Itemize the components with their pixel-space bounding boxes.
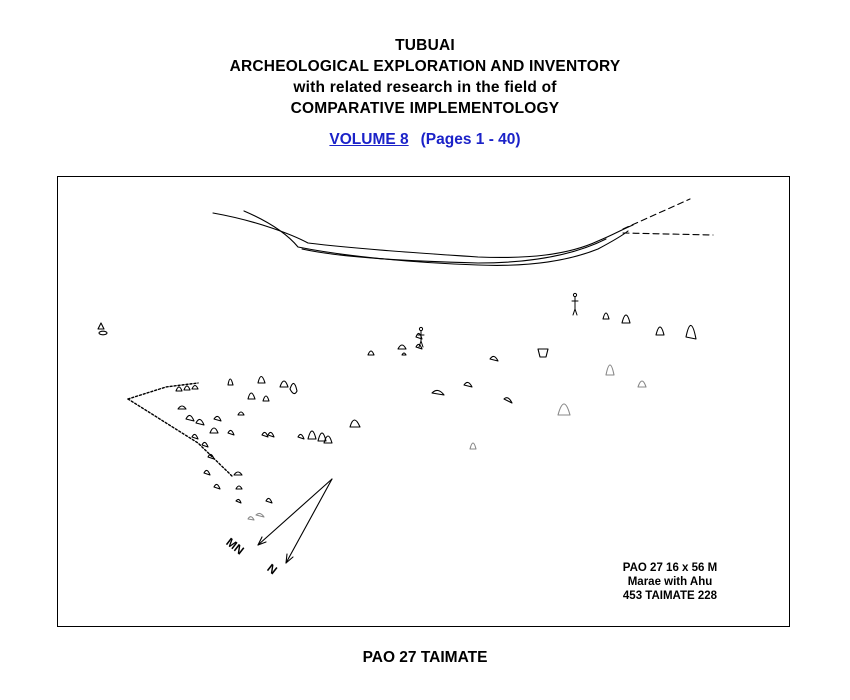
- ridge-line-lower: [244, 211, 628, 265]
- upright-stones-left: [176, 377, 304, 521]
- header-line-2: ARCHEOLOGICAL EXPLORATION AND INVENTORY: [229, 58, 621, 75]
- boundary-stones-north: [128, 383, 198, 399]
- site-caption-line-3: 453 TAIMATE 228: [622, 590, 718, 602]
- footer-title: PAO 27 TAIMATE: [362, 649, 488, 666]
- site-caption: [600, 561, 740, 603]
- site-caption-line-2: Marae with Ahu: [627, 576, 713, 588]
- human-figure-1: [572, 293, 578, 315]
- header-line-4: COMPARATIVE IMPLEMENTOLOGY: [290, 100, 560, 117]
- volume-line: [0, 131, 850, 149]
- upright-stones-right: [470, 313, 696, 449]
- site-drawing-frame: [57, 176, 790, 627]
- north-label: N: [264, 561, 280, 578]
- site-caption-line-1: PAO 27 16 x 56 M: [622, 562, 718, 574]
- magnetic-north-label: MN: [223, 535, 247, 558]
- ridge-line-upper: [213, 213, 633, 257]
- stone: [99, 331, 107, 335]
- ridge-dashed-lower: [623, 233, 713, 235]
- stone: [98, 323, 104, 329]
- volume-link[interactable]: VOLUME 8: [329, 131, 409, 148]
- header-line-1: TUBUAI: [395, 37, 455, 54]
- boundary-stones-west: [128, 399, 233, 477]
- header-line-3: with related research in the field of: [293, 79, 557, 96]
- ridge-dashed-upper: [623, 199, 690, 229]
- volume-pages: (Pages 1 - 40): [420, 131, 521, 148]
- north-arrow: [258, 479, 332, 563]
- upright-stones-center: [308, 333, 548, 443]
- document-header: [0, 35, 850, 119]
